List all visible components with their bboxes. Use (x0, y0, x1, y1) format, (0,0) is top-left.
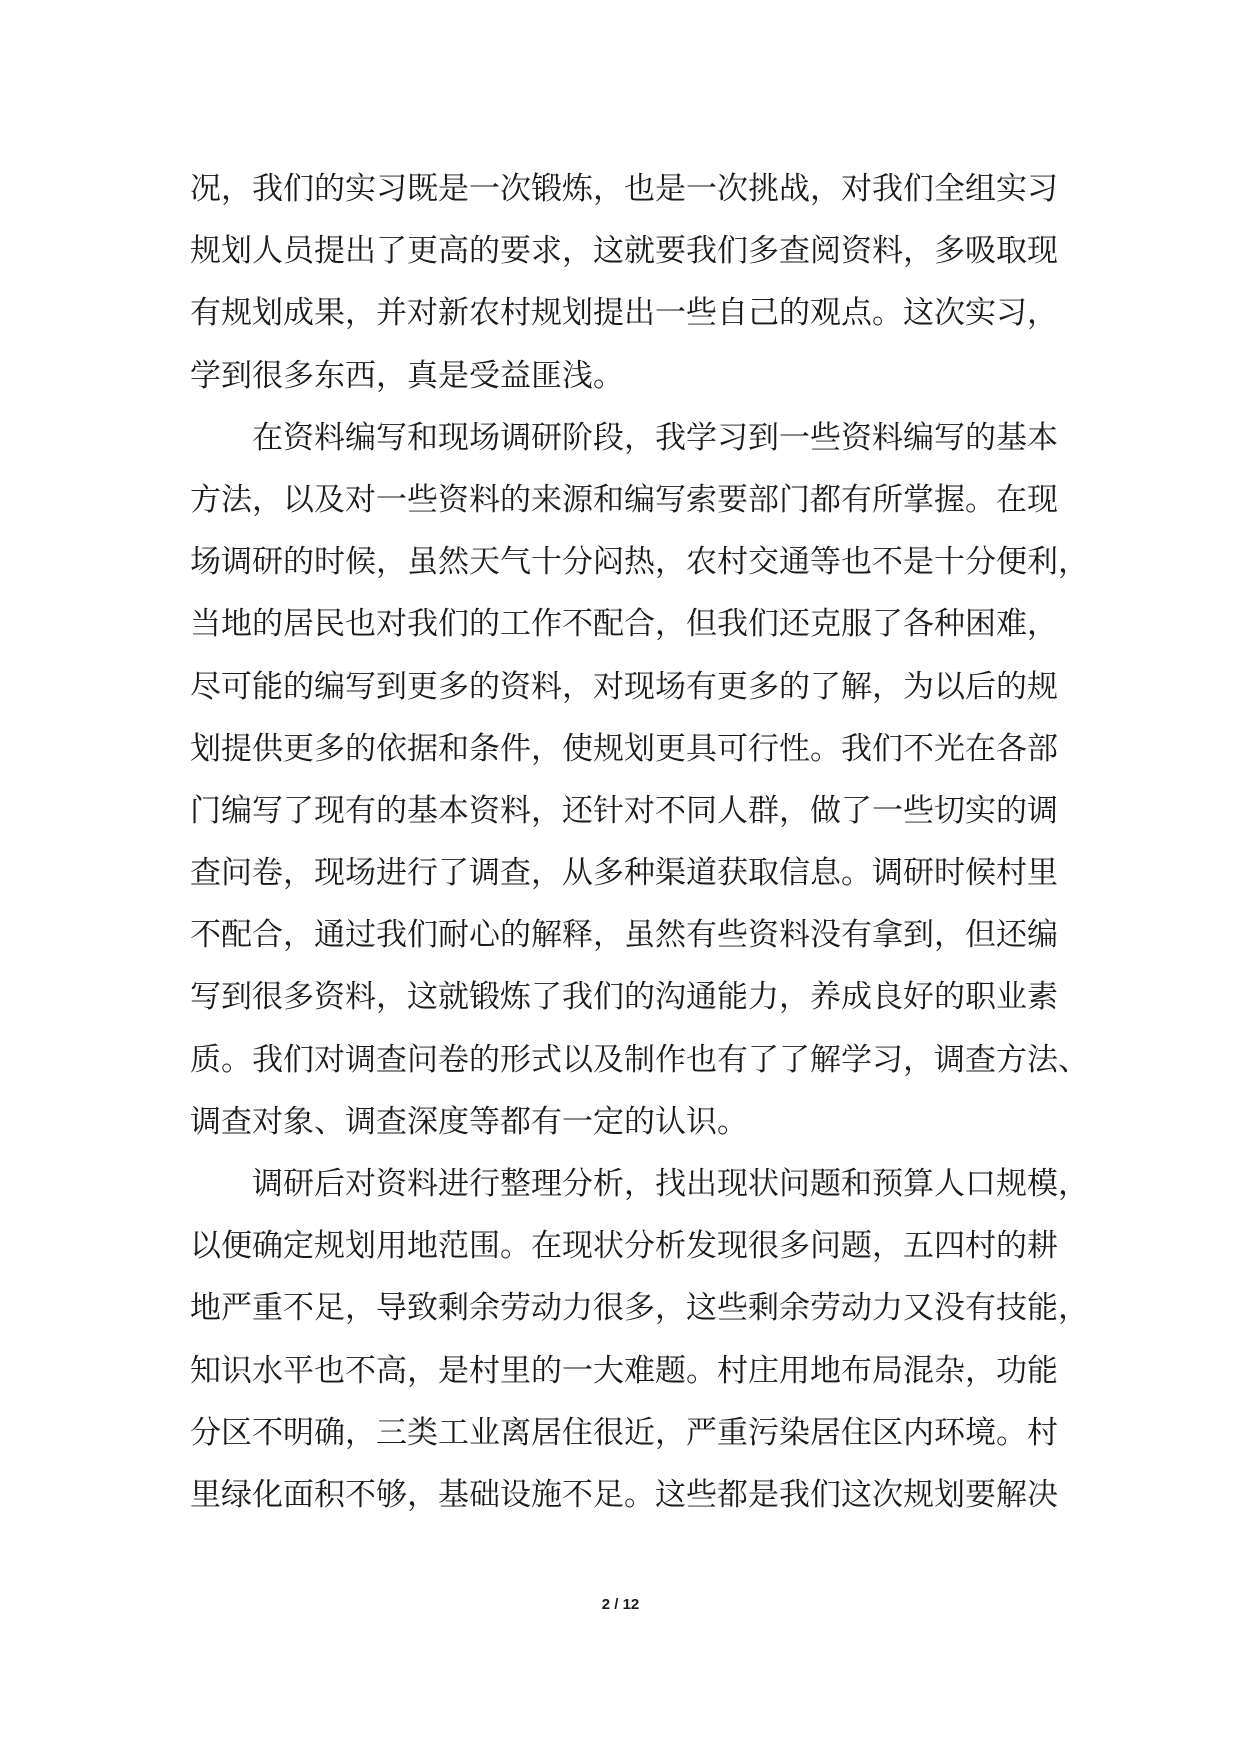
paragraph-line: 查问卷，现场进行了调查，从多种渠道获取信息。调研时候村里 (190, 855, 1058, 892)
paragraph-line: 划提供更多的依据和条件，使规划更具可行性。我们不光在各部 (190, 730, 1058, 767)
paragraph-line: 以便确定规划用地范围。在现状分析发现很多问题，五四村的耕 (190, 1228, 1058, 1265)
document-body (190, 158, 1089, 1526)
paragraph-line: 在资料编写和现场调研阶段，我学习到一些资料编写的基本 (252, 419, 1058, 456)
paragraph-line: 尽可能的编写到更多的资料，对现场有更多的了解，为以后的规 (190, 668, 1058, 705)
paragraph-line: 写到很多资料，这就锻炼了我们的沟通能力，养成良好的职业素 (190, 979, 1058, 1016)
paragraph-line: 当地的居民也对我们的工作不配合，但我们还克服了各种困难， (190, 606, 1058, 643)
paragraph-line: 不配合，通过我们耐心的解释，虽然有些资料没有拿到，但还编 (190, 917, 1058, 954)
paragraph-line: 况，我们的实习既是一次锻炼，也是一次挑战，对我们全组实习 (190, 171, 1058, 207)
paragraph-line: 调查对象、调查深度等都有一定的认识。 (190, 1103, 748, 1140)
paragraph-line: 门编写了现有的基本资料，还针对不同人群，做了一些切实的调 (190, 792, 1058, 829)
paragraph-line: 里绿化面积不够，基础设施不足。这些都是我们这次规划要解决 (190, 1476, 1058, 1513)
paragraph-line: 分区不明确，三类工业离居住很近，严重污染居住区内环境。村 (190, 1414, 1058, 1451)
paragraph-line: 地严重不足，导致剩余劳动力很多，这些剩余劳动力又没有技能， (190, 1290, 1089, 1327)
paragraph-line: 场调研的时候，虽然天气十分闷热，农村交通等也不是十分便利， (190, 544, 1089, 581)
paragraph-line: 方法，以及对一些资料的来源和编写索要部门都有所掌握。在现 (190, 481, 1058, 518)
paragraph-line: 有规划成果，并对新农村规划提出一些自己的观点。这次实习， (190, 295, 1058, 332)
paragraph-line: 规划人员提出了更高的要求，这就要我们多查阅资料，多吸取现 (190, 233, 1058, 270)
paragraph-line: 调研后对资料进行整理分析，找出现状问题和预算人口规模， (252, 1166, 1089, 1202)
paragraph-line: 质。我们对调查问卷的形式以及制作也有了了解学习，调查方法、 (190, 1041, 1089, 1078)
page-number: 2 / 12 (601, 1596, 640, 1613)
paragraph-line: 知识水平也不高，是村里的一大难题。村庄用地布局混杂，功能 (190, 1352, 1058, 1389)
paragraph-line: 学到很多东西，真是受益匪浅。 (190, 357, 624, 394)
